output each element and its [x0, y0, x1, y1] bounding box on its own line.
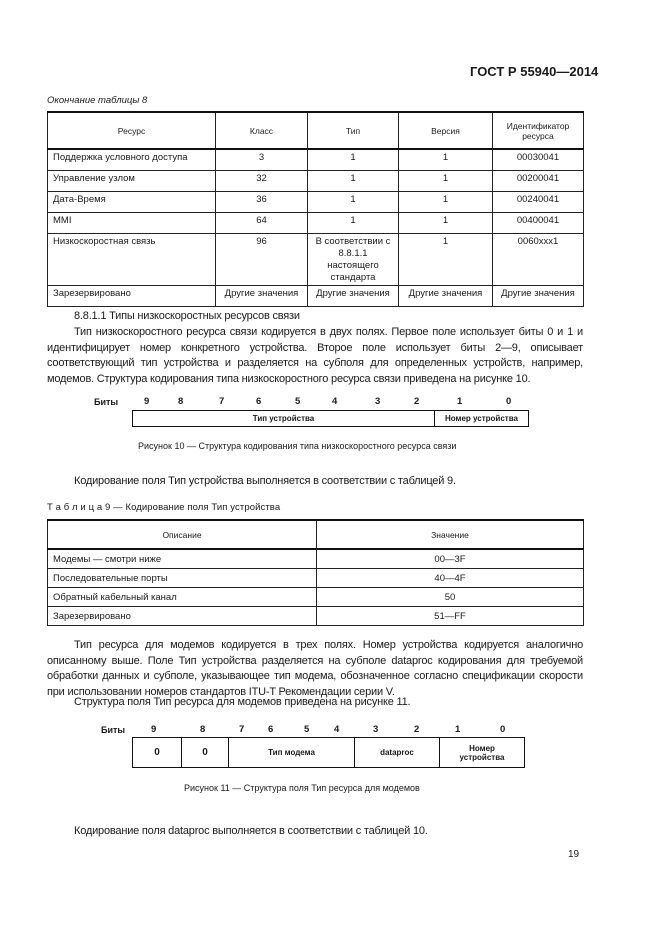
page-number: 19 — [568, 849, 580, 860]
table-row — [48, 549, 584, 569]
paragraph: Тип низкоскоростного ресурса связи кодируется в двух полях. Первое поле использует биты 0 и 1 и идентифицирует номер конкретного устройства. Второе поле использует биты 2—9, описывает соответствующий тип устройства и разделяется на субполя для определенных устройств, например, модемов. Структура кодирования типа низкоскоростного ресурса связи приведена на рисунке 10. — [47, 326, 583, 385]
cell: 1 — [399, 213, 493, 234]
cell: Зарезервировано — [48, 286, 216, 307]
table-row — [48, 192, 584, 213]
table8-caption: Окончание таблицы 8 — [47, 95, 148, 106]
bit-number: 6 — [268, 724, 274, 735]
table9 — [47, 519, 584, 626]
table-row — [48, 607, 584, 626]
paragraph: Структура поля Тип ресурса для модемов приведена на рисунке 11. — [74, 696, 411, 708]
column-header: Идентификатор ресурса — [493, 112, 584, 149]
field-device-number: Номер устройства — [439, 738, 524, 767]
figure11-bitfield — [132, 737, 525, 768]
table-row — [48, 149, 584, 171]
table-header-row — [48, 112, 584, 149]
cell: 1 — [399, 149, 493, 171]
bit-number: 1 — [455, 724, 461, 735]
column-header: Класс — [216, 112, 308, 149]
cell: 64 — [216, 213, 308, 234]
cell: 1 — [399, 234, 493, 286]
cell: 00—3F — [317, 549, 584, 569]
cell: 1 — [399, 192, 493, 213]
table8 — [47, 111, 584, 307]
cell: Другие значения — [493, 286, 584, 307]
bit-number: 2 — [414, 724, 420, 735]
bit-number: 3 — [373, 724, 379, 735]
column-header: Описание — [48, 520, 317, 549]
field-modem-type: Тип модема — [228, 738, 354, 767]
bit-number: 0 — [506, 396, 512, 407]
bit-number: 7 — [239, 724, 245, 735]
cell: 3 — [216, 149, 308, 171]
bits-label: Биты — [101, 725, 126, 735]
field-bit8: 0 — [181, 738, 228, 767]
cell: Другие значения — [308, 286, 399, 307]
field-bit9: 0 — [154, 747, 160, 758]
column-header: Версия — [399, 112, 493, 149]
bit-number: 9 — [151, 724, 157, 735]
paragraph: Кодирование поля dataproc выполняется в соответствии с таблицей 10. — [74, 825, 428, 837]
section-heading: 8.8.1.1 Типы низкоскоростных ресурсов связи — [74, 310, 300, 322]
cell: 00030041 — [493, 149, 584, 171]
cell: Другие значения — [216, 286, 308, 307]
figure10-caption: Рисунок 10 — Структура кодирования типа низкоскоростного ресурса связи — [138, 441, 457, 451]
table9-caption: Т а б л и ц а 9 — Кодирование поля Тип устройства — [47, 502, 281, 513]
bit-number: 8 — [200, 724, 206, 735]
column-header: Тип — [308, 112, 399, 149]
cell: 1 — [308, 149, 399, 171]
table-row — [48, 588, 584, 607]
table-row — [48, 286, 584, 307]
cell: 0060xxx1 — [493, 234, 584, 286]
cell: 1 — [308, 192, 399, 213]
bit-number: 3 — [375, 396, 381, 407]
cell: 51—FF — [317, 607, 584, 626]
table-header-row — [48, 520, 584, 549]
cell: MMI — [48, 213, 216, 234]
cell: Низкоскоростная связь — [48, 234, 216, 286]
bit-number: 0 — [500, 724, 506, 735]
bit-number: 7 — [219, 396, 225, 407]
paragraph: Тип ресурса для модемов кодируется в трех полях. Номер устройства кодируется аналогично описанному выше. Поле Тип устройства разделяется на субполе dataproc кодирования для требуемой обработки данных и субполе, указывающее тип модема, обозначенное согласно спецификации скорости при использовании номеров стандартов ITU-T Рекомендации серии V. — [47, 639, 583, 698]
cell: Модемы — смотри ниже — [48, 549, 317, 569]
cell: Другие значения — [399, 286, 493, 307]
cell: В соответствии с 8.8.1.1 настоящего стандарта — [308, 234, 399, 286]
cell: Поддержка условного доступа — [48, 149, 216, 171]
bit-number: 9 — [144, 396, 150, 407]
column-header: Значение — [317, 520, 584, 549]
cell: Управление узлом — [48, 171, 216, 192]
table-row — [48, 234, 584, 286]
figure11-caption: Рисунок 11 — Структура поля Тип ресурса для модемов — [184, 783, 420, 793]
cell: 00400041 — [493, 213, 584, 234]
cell: 1 — [399, 171, 493, 192]
field-device-number: Номер устройства — [434, 411, 528, 426]
field-dataproc: dataproc — [354, 738, 439, 767]
cell: Обратный кабельный канал — [48, 588, 317, 607]
bit-number: 4 — [332, 396, 338, 407]
cell: 40—4F — [317, 569, 584, 588]
cell: 96 — [216, 234, 308, 286]
bit-number: 2 — [414, 396, 420, 407]
paragraph: Кодирование поля Тип устройства выполняется в соответствии с таблицей 9. — [74, 475, 456, 487]
document-id: ГОСТ Р 55940—2014 — [470, 64, 599, 79]
column-header: Ресурс — [48, 112, 216, 149]
table-row — [48, 171, 584, 192]
cell: Дата-Время — [48, 192, 216, 213]
cell: 1 — [308, 213, 399, 234]
bits-label: Биты — [94, 397, 119, 407]
table-row — [48, 569, 584, 588]
cell: 32 — [216, 171, 308, 192]
cell: 50 — [317, 588, 584, 607]
figure10-bitfield — [132, 410, 529, 427]
bit-number: 5 — [295, 396, 301, 407]
bit-number: 1 — [457, 396, 463, 407]
bit-number: 8 — [178, 396, 184, 407]
bit-number: 4 — [334, 724, 340, 735]
cell: Зарезервировано — [48, 607, 317, 626]
cell: 00240041 — [493, 192, 584, 213]
cell: 1 — [308, 171, 399, 192]
bit-number: 5 — [304, 724, 310, 735]
field-device-type: Тип устройства — [252, 414, 315, 423]
cell: 00200041 — [493, 171, 584, 192]
table-row — [48, 213, 584, 234]
cell: Последовательные порты — [48, 569, 317, 588]
cell: 36 — [216, 192, 308, 213]
bit-number: 6 — [256, 396, 262, 407]
